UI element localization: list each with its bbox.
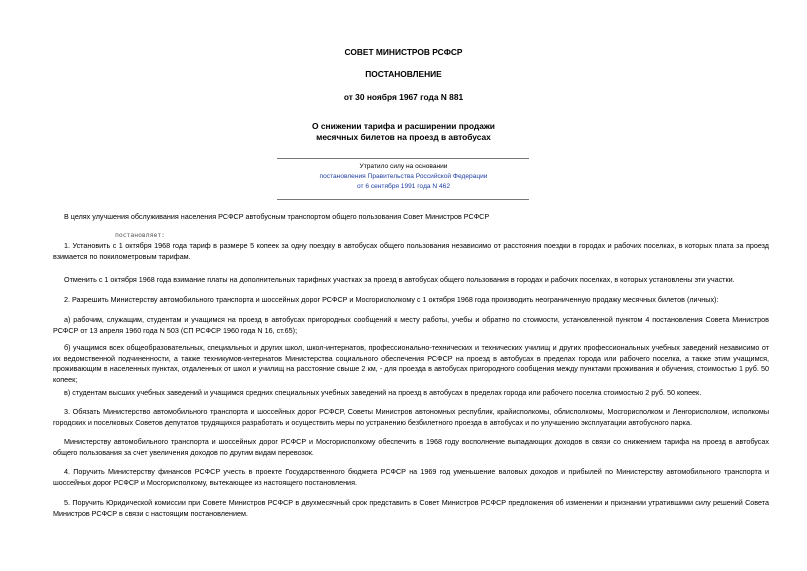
status-note-link-line-2[interactable]	[0, 182, 807, 192]
paragraph-1: 1. Установить с 1 октября 1968 года тариф в размере 5 копеек за одну поездку в автобусах общего пользования независимо от расстояния поездки в городах и рабочих поселках, в которых плата за проезд взимается по покилометровым тарифам.	[53, 241, 769, 261]
document-title-line-2: месячных билетов на проезд в автобусах	[316, 132, 491, 142]
paragraph-2a: а) рабочим, служащим, студентам и учащимся на проезд в автобусах пригородных сообщений к месту работы, учебы и обратно по стоимости, установленной пунктом 4 постановления Совета Министров РСФСР от 13 апреля 1960 года N 503 (СП РСФСР 1960 года N 16, ст.65);	[53, 315, 769, 335]
paragraph-3b: Министерству автомобильного транспорта и шоссейных дорог РСФСР и Мосгорисполкому обеспечить в 1968 году восполнение выпадающих доходов в связи со снижением тарифа на проезд в автобусах общего пользования за счет увеличения доходов по другим видам перевозок.	[53, 437, 769, 457]
paragraph-1b: Отменить с 1 октября 1968 года взимание платы на дополнительных тарифных участках за проезд в автобусах общего пользования в городах и рабочих поселках, в которых установлены эти участки.	[64, 275, 735, 284]
document-title-line-1: О снижении тарифа и расширении продажи	[312, 121, 495, 131]
resolves-label: постановляет:	[115, 231, 166, 239]
repeal-link-part-1[interactable]: постановления Правительства Российской Федерации	[319, 173, 488, 180]
document-date-number: от 30 ноября 1967 года N 881	[343, 92, 464, 102]
paragraph-2c: в) студентам высших учебных заведений и учащимся средних специальных учебных заведений на проезд в автобусах в пределах города или рабочего поселка стоимостью 2 руб. 50 копеек.	[64, 388, 702, 397]
intro-paragraph: В целях улучшения обслуживания населения РСФСР автобусным транспортом общего пользования Совет Министров РСФСР	[64, 212, 490, 221]
paragraph-2: 2. Разрешить Министерству автомобильного транспорта и шоссейных дорог РСФСР и Мосгорисполкому с 1 октября 1968 года производить неограниченную продажу месячных билетов (личных):	[64, 295, 719, 304]
status-note-text: Утратило силу на основании	[359, 163, 448, 170]
repeal-link-part-2[interactable]: от 6 сентября 1991 года N 462	[356, 183, 451, 190]
paragraph-2b: б) учащимся всех общеобразовательных, специальных и других школ, школ-интернатов, профессионально-технических и технических училищ и других профессиональных учебных заведений независимо от их ведомственной подчиненности, а также техникумов-интернатов Министерства социального обеспечения РСФСР на проезд в автобусах в пределах города или рабочего поселка, а также этим учащимся, проживающим в населенных пунктах, отдаленных от школ и училищ на расстояние свыше 2 км, - для проезда в автобусах пригородного сообщения между пунктами проживания и обучения, стоимостью 1 руб. 50 копеек;	[53, 343, 769, 384]
issuing-authority: СОВЕТ МИНИСТРОВ РСФСР	[344, 47, 463, 57]
divider-bottom	[277, 199, 529, 200]
paragraph-4: 4. Поручить Министерству финансов РСФСР учесть в проекте Государственного бюджета РСФСР на 1969 год уменьшение валовых доходов и прибылей по Министерству автомобильного транспорта и шоссейных дорог РСФСР и Мосгорисполкому, вытекающее из настоящего постановления.	[53, 467, 769, 487]
divider-top	[277, 158, 529, 159]
paragraph-5: 5. Поручить Юридической комиссии при Совете Министров РСФСР в двухмесячный срок представить в Совет Министров РСФСР предложения об изменении и признании утратившими силу решений Совета Министров РСФСР в связи с настоящим постановлением.	[53, 498, 769, 518]
paragraph-3: 3. Обязать Министерство автомобильного транспорта и шоссейных дорог РСФСР, Советы Министров автономных республик, крайисполкомы, облисполкомы, Мосгорисполком и Ленгорисполком, исполкомы городских и поселковых Советов депутатов трудящихся разработать и осуществить меры по устранению безбилетного проезда в автобусах и по улучшению эксплуатации автобусного парка.	[53, 407, 769, 427]
status-note-link-line-1[interactable]	[0, 172, 807, 182]
document-type: ПОСТАНОВЛЕНИЕ	[365, 69, 442, 79]
